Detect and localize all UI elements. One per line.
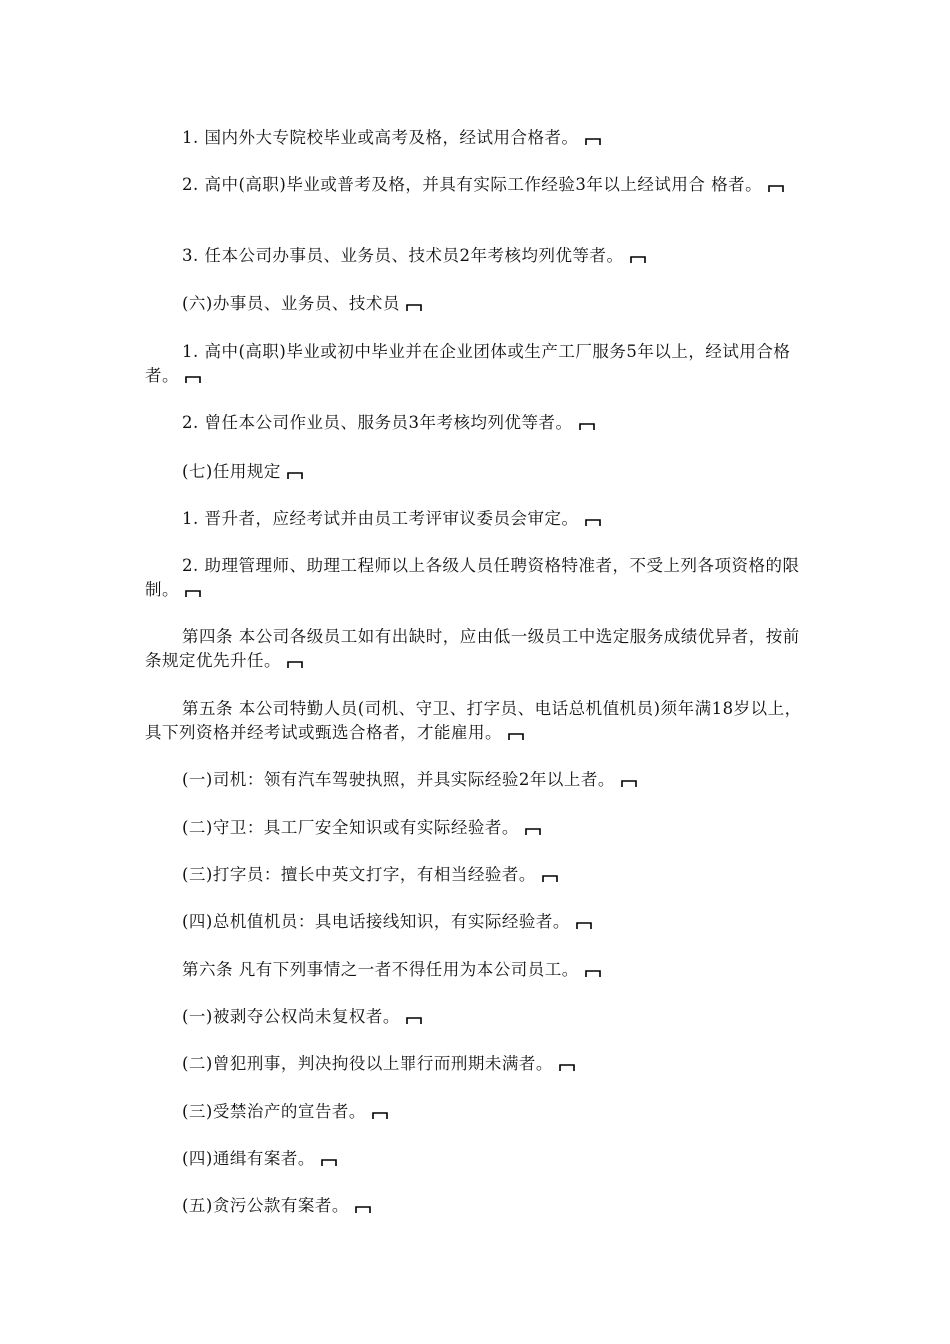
return-mark-icon	[287, 660, 303, 668]
paragraph	[145, 910, 810, 934]
return-mark-icon	[621, 779, 637, 787]
return-mark-icon	[185, 589, 201, 597]
paragraph-text: 2. 助理管理师、助理工程师以上各级人员任聘资格特准者，不受上列各项资格的限制。	[145, 556, 800, 599]
paragraph	[145, 768, 810, 792]
paragraph-text: (六)办事员、业务员、技术员	[182, 294, 400, 313]
paragraph	[145, 1147, 810, 1171]
return-mark-icon	[372, 1111, 388, 1119]
return-mark-icon	[406, 1016, 422, 1024]
paragraph	[145, 816, 810, 840]
return-mark-icon	[321, 1158, 337, 1166]
paragraph-text: (二)守卫：具工厂安全知识或有实际经验者。	[182, 818, 519, 837]
paragraph-text: (七)任用规定	[182, 462, 281, 481]
paragraph-text: 2. 高中(高职)毕业或普考及格，并具有实际工作经验3年以上经试用合 格者。	[182, 175, 763, 194]
paragraph	[145, 173, 810, 197]
paragraph-text: 第四条 本公司各级员工如有出缺时，应由低一级员工中选定服务成绩优异者，按前条规定优先升任。	[145, 627, 800, 670]
return-mark-icon	[585, 518, 601, 526]
return-mark-icon	[630, 255, 646, 263]
return-mark-icon	[525, 827, 541, 835]
paragraph-text: (一)司机：领有汽车驾驶执照，并具实际经验2年以上者。	[182, 770, 615, 789]
paragraph-text: (二)曾犯刑事，判决拘役以上罪行而刑期未满者。	[182, 1054, 553, 1073]
return-mark-icon	[185, 375, 201, 383]
paragraph	[145, 625, 810, 673]
paragraph-text: (五)贪污公款有案者。	[182, 1196, 349, 1215]
paragraph-text: (三)打字员：擅长中英文打字，有相当经验者。	[182, 865, 536, 884]
return-mark-icon	[576, 921, 592, 929]
paragraph	[145, 554, 810, 602]
return-mark-icon	[287, 471, 303, 479]
paragraph-text: 1. 国内外大专院校毕业或高考及格，经试用合格者。	[182, 128, 579, 147]
paragraph	[145, 340, 810, 388]
paragraph-text: 2. 曾任本公司作业员、服务员3年考核均列优等者。	[182, 413, 573, 432]
return-mark-icon	[355, 1205, 371, 1213]
paragraph	[145, 958, 810, 982]
paragraph-text: (一)被剥夺公权尚未复权者。	[182, 1007, 400, 1026]
paragraph	[145, 126, 810, 150]
paragraph-text: 1. 晋升者，应经考试并由员工考评审议委员会审定。	[182, 509, 579, 528]
return-mark-icon	[559, 1063, 575, 1071]
paragraph	[145, 1100, 810, 1124]
paragraph	[145, 411, 810, 435]
paragraph-text: 第六条 凡有下列事情之一者不得任用为本公司员工。	[182, 960, 579, 979]
paragraph	[145, 507, 810, 531]
paragraph	[145, 1194, 810, 1218]
return-mark-icon	[579, 422, 595, 430]
return-mark-icon	[406, 303, 422, 311]
return-mark-icon	[508, 732, 524, 740]
paragraph	[145, 697, 810, 745]
paragraph-text: (四)总机值机员：具电话接线知识，有实际经验者。	[182, 912, 570, 931]
return-mark-icon	[768, 184, 784, 192]
return-mark-icon	[585, 137, 601, 145]
paragraph	[145, 244, 810, 268]
paragraph-text: 第五条 本公司特勤人员(司机、守卫、打字员、电话总机值机员)须年满18岁以上，具下列资格并经考试或甄选合格者，才能雇用。	[145, 699, 802, 742]
paragraph	[145, 863, 810, 887]
paragraph	[145, 1052, 810, 1076]
paragraph	[145, 1005, 810, 1029]
return-mark-icon	[585, 969, 601, 977]
paragraph-text: 3. 任本公司办事员、业务员、技术员2年考核均列优等者。	[182, 246, 624, 265]
paragraph-text: (三)受禁治产的宣告者。	[182, 1102, 366, 1121]
paragraph-text: 1. 高中(高职)毕业或初中毕业并在企业团体或生产工厂服务5年以上，经试用合格者。	[145, 342, 791, 385]
paragraph	[145, 292, 810, 316]
return-mark-icon	[542, 874, 558, 882]
paragraph	[145, 460, 810, 484]
paragraph-text: (四)通缉有案者。	[182, 1149, 315, 1168]
